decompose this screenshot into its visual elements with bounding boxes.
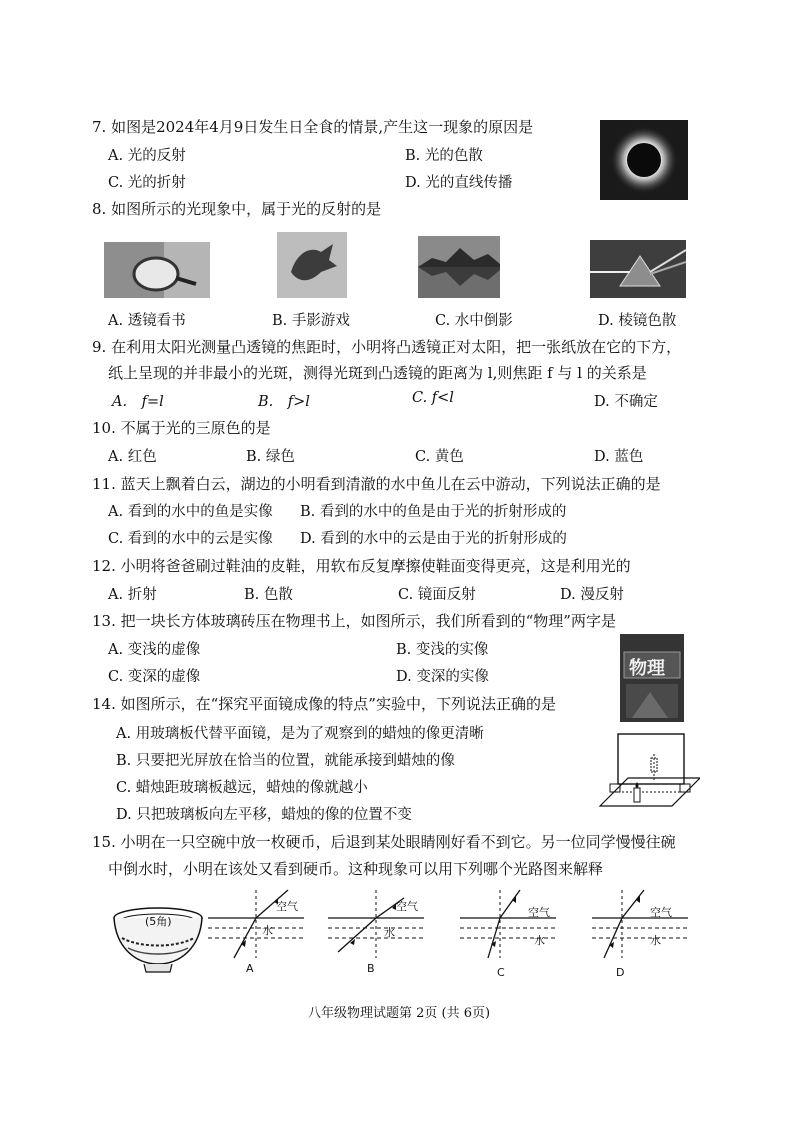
q15-stem-line2: 中倒水时，小明在该处又看到硬币。这种现象可以用下列哪个光路图来解释 — [108, 860, 604, 878]
q14-option-b: B. 只要把光屏放在恰当的位置，就能承接到蜡烛的像 — [116, 753, 455, 769]
q13-option-a: A. 变浅的虚像 — [108, 642, 201, 658]
water-reflection-image — [418, 236, 500, 298]
q10-option-a: A. 红色 — [108, 449, 157, 465]
q8-caption-d: D. 棱镜色散 — [598, 313, 677, 329]
q14-option-c: C. 蜡烛距玻璃板越远，蜡烛的像就越小 — [116, 780, 368, 796]
q14-option-a: A. 用玻璃板代替平面镜，是为了观察到的蜡烛的像更清晰 — [116, 726, 484, 742]
solar-eclipse-image — [600, 120, 688, 200]
q13-option-c: C. 变深的虚像 — [108, 669, 201, 685]
q9-stem-line1: 9. 在利用太阳光测量凸透镜的焦距时，小明将凸透镜正对太阳，把一张纸放在它的下方， — [92, 338, 682, 356]
q10-option-c: C. 黄色 — [415, 449, 464, 465]
plane-mirror-apparatus-diagram — [596, 728, 700, 812]
lens-reading-image — [104, 242, 210, 298]
q7-option-b: B. 光的色散 — [405, 148, 483, 164]
page-footer: 八年级物理试题第 2页 (共 6页) — [308, 1006, 491, 1021]
diagram-a-water-label: 水 — [262, 924, 273, 937]
q15-stem-line1: 15. 小明在一只空碗中放一枚硬币，后退到某处眼睛刚好看不到它。另一位同学慢慢往碗 — [92, 833, 676, 851]
q12-option-c: C. 镜面反射 — [398, 587, 476, 603]
q7-option-a: A. 光的反射 — [108, 148, 186, 164]
q12-stem: 12. 小明将爸爸刷过鞋油的皮鞋，用软布反复摩擦使鞋面变得更亮，这是利用光的 — [92, 557, 631, 575]
q9-option-a: A. f=l — [112, 394, 164, 410]
q13-option-b: B. 变浅的实像 — [396, 642, 489, 658]
q10-option-b: B. 绿色 — [246, 449, 295, 465]
diagram-b-water-label: 水 — [384, 926, 395, 939]
diagram-c-air-label: 空气 — [528, 906, 550, 919]
q7-option-d: D. 光的直线传播 — [405, 175, 513, 191]
q9-stem-line2: 纸上呈现的并非最小的光斑，测得光斑到凸透镜的距离为 l,则焦距 f 与 l 的关系是 — [108, 364, 647, 382]
hand-shadow-image — [277, 232, 347, 298]
book-title-text: 物理 — [629, 658, 665, 679]
q12-option-b: B. 色散 — [244, 587, 293, 603]
physics-book-image — [620, 634, 684, 722]
diagram-b-air-label: 空气 — [396, 900, 418, 913]
q8-stem: 8. 如图所示的光现象中，属于光的反射的是 — [92, 200, 382, 218]
q8-caption-a: A. 透镜看书 — [108, 313, 186, 329]
light-path-diagram-d — [590, 888, 690, 960]
q11-option-b: B. 看到的水中的鱼是由于光的折射形成的 — [300, 504, 567, 520]
q13-stem: 13. 把一块长方体玻璃砖压在物理书上，如图所示，我们所看到的“物理”两字是 — [92, 612, 616, 630]
diagram-d-air-label: 空气 — [650, 906, 672, 919]
q8-caption-b: B. 手影游戏 — [272, 313, 350, 329]
q12-option-a: A. 折射 — [108, 587, 157, 603]
q8-caption-c: C. 水中倒影 — [435, 313, 513, 329]
q14-option-d: D. 只把玻璃板向左平移，蜡烛的像的位置不变 — [116, 807, 412, 823]
diagram-a-air-label: 空气 — [276, 900, 298, 913]
q9-option-b: B. f>l — [258, 394, 310, 410]
q11-stem: 11. 蓝天上飘着白云，湖边的小明看到清澈的水中鱼儿在云中游动，下列说法正确的是 — [92, 475, 661, 493]
diagram-c-water-label: 水 — [534, 934, 545, 947]
diagram-d-label: D — [616, 966, 625, 979]
prism-dispersion-image — [590, 240, 686, 298]
q13-option-d: D. 变深的实像 — [396, 669, 489, 685]
q7-option-c: C. 光的折射 — [108, 175, 186, 191]
q10-option-d: D. 蓝色 — [594, 449, 644, 465]
q10-stem: 10. 不属于光的三原色的是 — [92, 419, 271, 437]
diagram-b-label: B — [367, 962, 375, 975]
q11-option-d: D. 看到的水中的云是由于光的折射形成的 — [300, 531, 567, 547]
coin-label: (5角) — [145, 915, 172, 928]
diagram-a-label: A — [246, 962, 254, 975]
q11-option-c: C. 看到的水中的云是实像 — [108, 531, 273, 547]
diagram-c-label: C — [497, 966, 505, 979]
q11-option-a: A. 看到的水中的鱼是实像 — [108, 504, 273, 520]
q7-stem: 7. 如图是2024年4月9日发生日全食的情景,产生这一现象的原因是 — [92, 118, 534, 136]
q14-stem: 14. 如图所示，在“探究平面镜成像的特点”实验中，下列说法正确的是 — [92, 695, 556, 713]
light-path-diagram-c — [458, 888, 558, 960]
diagram-d-water-label: 水 — [650, 934, 661, 947]
q9-option-d: D. 不确定 — [594, 394, 658, 410]
q9-option-c: C. f<l — [412, 390, 454, 406]
q12-option-d: D. 漫反射 — [560, 587, 624, 603]
